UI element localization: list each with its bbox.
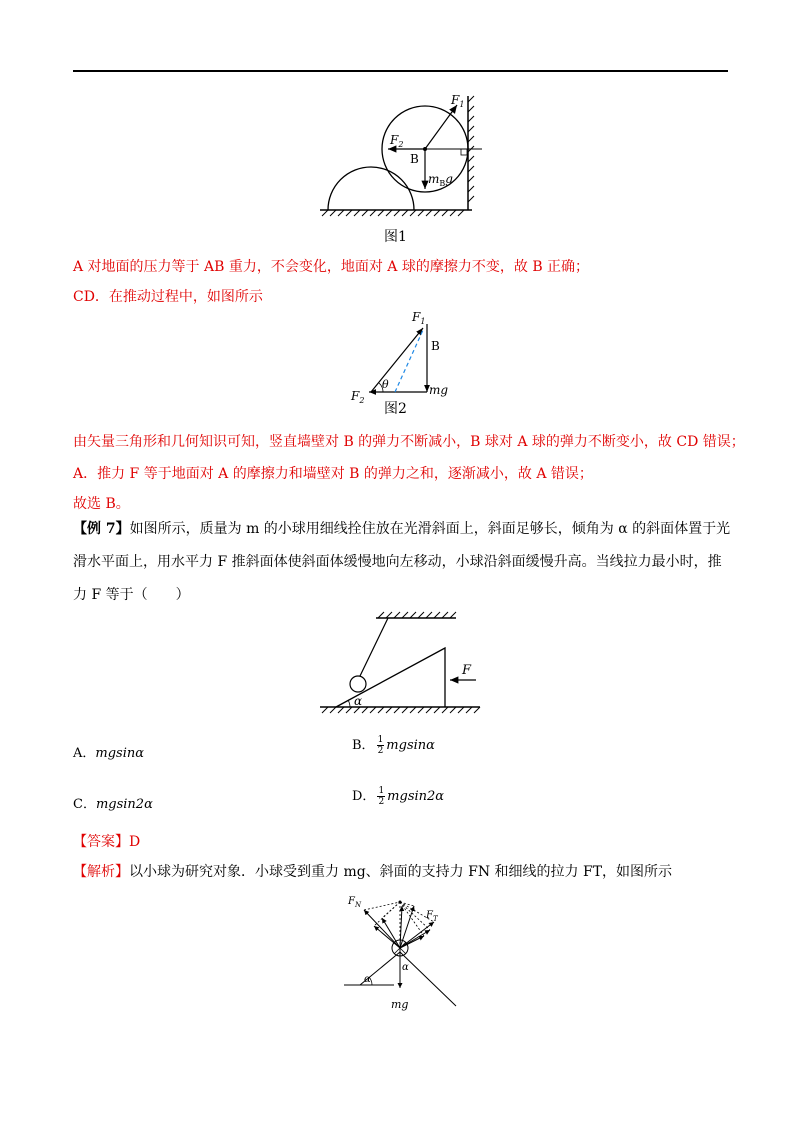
answer-tag: 【答案】 — [73, 834, 129, 850]
figure-1-caption: 图1 — [384, 229, 407, 245]
option-b-label: B． — [352, 738, 375, 753]
fig2-theta-label: θ — [382, 378, 389, 391]
example-tag: 【例 7】 — [73, 521, 130, 537]
option-d-label: D． — [352, 789, 376, 804]
figure-2 — [345, 308, 465, 403]
analysis-text: 以小球为研究对象．小球受到重力 mg、斜面的支持力 FN 和细线的拉力 FT，如图所示 — [129, 864, 673, 880]
fig1-f1-label: $F_1$ — [451, 93, 465, 109]
fig2-f1-label: $F_1$ — [412, 310, 426, 326]
text-line-5: 故选 B。 — [73, 496, 130, 512]
figure-2-caption: 图2 — [384, 401, 407, 417]
analysis-line — [73, 862, 672, 882]
figure-4 — [338, 888, 468, 1013]
figure-3 — [318, 606, 488, 718]
fig1-mbg-label: $m_Bg$ — [428, 172, 453, 188]
option-d — [352, 785, 444, 807]
fig4-alpha-label-lower: α — [364, 974, 371, 985]
option-c-text: mgsin2α — [95, 797, 153, 812]
option-c-label: C． — [73, 797, 96, 812]
option-a-label: A． — [73, 746, 96, 761]
text-line-4: A．推力 F 等于地面对 A 的摩擦力和墙壁对 B 的弹力之和，逐渐减小，故 A 错误； — [73, 466, 593, 482]
fig4-alpha-label-upper: α — [402, 962, 409, 973]
header-rule — [73, 70, 728, 72]
text-line-1: A 对地面的压力等于 AB 重力，不会变化，地面对 A 球的摩擦力不变，故 B 正确； — [73, 259, 590, 275]
fig4-fn-label: $F_N$ — [348, 896, 362, 909]
example-text: 如图所示，质量为 m 的小球用细线拴住放在光滑斜面上，斜面足够长，倾角为 α 的斜面体置于光滑水平面上，用水平力 F 推斜面体使斜面体缓慢地向左移动，小球沿斜面缓慢升高。当线拉力最小时，推力 F 等于（ ） — [73, 521, 731, 603]
fig2-b-label: B — [431, 339, 440, 353]
fig4-ft-label: $F_T$ — [426, 910, 438, 923]
option-c — [73, 793, 153, 812]
answer-value: D — [129, 834, 141, 850]
fig1-b-label: B — [410, 152, 419, 166]
analysis-tag: 【解析】 — [73, 864, 129, 880]
fig4-mg-label: mg — [391, 998, 409, 1011]
option-d-text: mgsin2α — [387, 789, 445, 804]
answer-line — [73, 832, 140, 852]
option-a — [73, 742, 144, 761]
fig2-f2-label: $F_2$ — [351, 389, 365, 403]
fig1-f2-label: $F_2$ — [390, 133, 404, 149]
text-line-3: 由矢量三角形和几何知识可知，竖直墙壁对 B 的弹力不断减小，B 球对 A 球的弹力不断变小，故 CD 错误； — [73, 434, 745, 450]
figure-1 — [300, 86, 500, 246]
fig3-f-label: F — [462, 663, 472, 678]
fig3-alpha-label: α — [354, 694, 363, 708]
example-7-question — [73, 513, 733, 612]
option-a-text: mgsinα — [95, 746, 145, 761]
option-b-fraction: $\frac{1}{2}$ — [377, 735, 384, 756]
option-b — [352, 734, 435, 756]
text-line-2: CD．在推动过程中，如图所示 — [73, 289, 263, 305]
option-d-fraction: $\frac{1}{2}$ — [378, 786, 385, 807]
fig2-mg-label: mg — [429, 383, 449, 397]
option-b-text: mgsinα — [386, 738, 435, 753]
